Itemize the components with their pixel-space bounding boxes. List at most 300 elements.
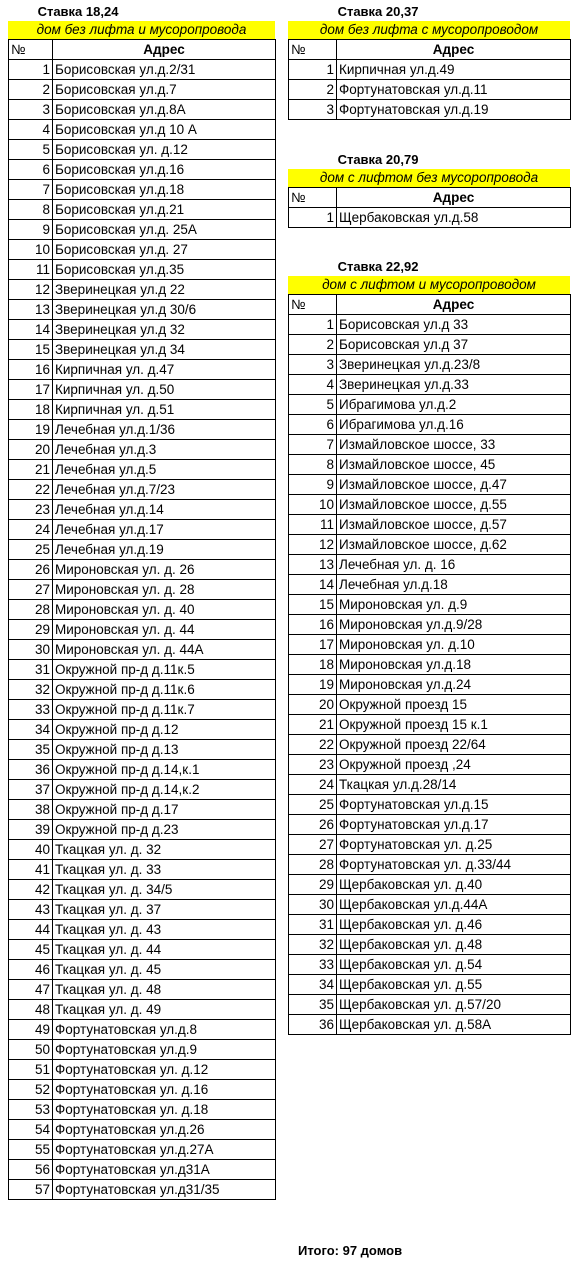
table-row <box>289 535 571 555</box>
row-number: 49 <box>9 1020 53 1040</box>
row-address: Мироновская ул. д. 26 <box>53 560 276 580</box>
row-address: Кирпичная ул.д.49 <box>337 60 571 80</box>
row-number: 45 <box>9 940 53 960</box>
table-row <box>9 1140 276 1160</box>
row-number: 17 <box>289 635 337 655</box>
row-number: 9 <box>9 220 53 240</box>
table-row <box>289 595 571 615</box>
row-number: 48 <box>9 1000 53 1020</box>
table-row <box>9 980 276 1000</box>
table-row <box>289 935 571 955</box>
row-number: 19 <box>289 675 337 695</box>
rate-title: Ставка 22,92 <box>337 259 419 274</box>
row-number: 21 <box>289 715 337 735</box>
table-row <box>289 875 571 895</box>
row-address: Фортунатовская ул.д.9 <box>53 1040 276 1060</box>
row-address: Борисовская ул.д 33 <box>337 315 571 335</box>
row-number: 33 <box>9 700 53 720</box>
row-address: Мироновская ул. д. 40 <box>53 600 276 620</box>
row-address: Окружной пр-д д.17 <box>53 800 276 820</box>
row-number: 19 <box>9 420 53 440</box>
row-number: 27 <box>289 835 337 855</box>
row-number: 7 <box>9 180 53 200</box>
row-number: 55 <box>9 1140 53 1160</box>
table-row <box>289 60 571 80</box>
row-number: 10 <box>289 495 337 515</box>
row-number: 10 <box>9 240 53 260</box>
row-address: Измайловское шоссе, 45 <box>337 455 571 475</box>
table-header-row <box>289 295 571 315</box>
row-number: 1 <box>289 208 337 228</box>
table-row <box>9 80 276 100</box>
rate-title: Ставка 20,37 <box>337 4 419 19</box>
section-rate-22-92 <box>288 257 570 1035</box>
row-address: Зверинецкая ул.д 22 <box>53 280 276 300</box>
table-row <box>289 715 571 735</box>
row-address: Мироновская ул. д.9 <box>337 595 571 615</box>
row-number: 27 <box>9 580 53 600</box>
table-row <box>9 300 276 320</box>
table-row <box>9 760 276 780</box>
row-number: 6 <box>289 415 337 435</box>
table-row <box>9 960 276 980</box>
table-row <box>289 915 571 935</box>
row-address: Лечебная ул.д.17 <box>53 520 276 540</box>
table-row <box>9 1060 276 1080</box>
row-address: Щербаковская ул.д.58 <box>337 208 571 228</box>
row-address: Мироновская ул.д.9/28 <box>337 615 571 635</box>
row-number: 8 <box>9 200 53 220</box>
row-address: Окружной проезд 15 <box>337 695 571 715</box>
row-number: 56 <box>9 1160 53 1180</box>
row-address: Мироновская ул.д.18 <box>337 655 571 675</box>
row-number: 43 <box>9 900 53 920</box>
row-address: Щербаковская ул. д.58А <box>337 1015 571 1035</box>
row-number: 36 <box>289 1015 337 1035</box>
table-row <box>9 1080 276 1100</box>
header-number: № <box>289 40 337 60</box>
table-row <box>289 795 571 815</box>
row-address: Окружной пр-д д.12 <box>53 720 276 740</box>
table-row <box>289 315 571 335</box>
row-address: Фортунатовская ул.д.26 <box>53 1120 276 1140</box>
table-row <box>289 395 571 415</box>
row-number: 40 <box>9 840 53 860</box>
row-address: Измайловское шоссе, д.62 <box>337 535 571 555</box>
table-row <box>9 420 276 440</box>
row-number: 14 <box>9 320 53 340</box>
row-number: 25 <box>9 540 53 560</box>
row-number: 13 <box>9 300 53 320</box>
table-row <box>289 695 571 715</box>
row-address: Фортунатовская ул.д.15 <box>337 795 571 815</box>
row-number: 41 <box>9 860 53 880</box>
row-number: 6 <box>9 160 53 180</box>
section-rate-18-24 <box>8 2 275 1200</box>
header-address: Адрес <box>337 188 571 208</box>
row-address: Фортунатовская ул.д.17 <box>337 815 571 835</box>
table-row <box>9 380 276 400</box>
row-address: Лечебная ул.д.7/23 <box>53 480 276 500</box>
row-number: 11 <box>9 260 53 280</box>
table-row <box>9 60 276 80</box>
table-row <box>289 995 571 1015</box>
table-row <box>9 560 276 580</box>
row-address: Окружной пр-д д.23 <box>53 820 276 840</box>
row-address: Борисовская ул.д.16 <box>53 160 276 180</box>
row-number: 17 <box>9 380 53 400</box>
row-address: Лечебная ул.д.19 <box>53 540 276 560</box>
row-number: 33 <box>289 955 337 975</box>
table-row <box>289 208 571 228</box>
table-row <box>9 900 276 920</box>
row-address: Борисовская ул.д 37 <box>337 335 571 355</box>
row-number: 5 <box>9 140 53 160</box>
row-number: 34 <box>9 720 53 740</box>
table-row <box>289 435 571 455</box>
row-number: 25 <box>289 795 337 815</box>
address-table <box>288 187 571 228</box>
row-number: 35 <box>9 740 53 760</box>
row-address: Окружной проезд 22/64 <box>337 735 571 755</box>
row-address: Борисовская ул.д 10 А <box>53 120 276 140</box>
section-rate-20-37 <box>288 2 570 120</box>
table-row <box>9 340 276 360</box>
row-address: Фортунатовская ул. д.18 <box>53 1100 276 1120</box>
table-row <box>289 555 571 575</box>
row-number: 39 <box>9 820 53 840</box>
row-address: Борисовская ул.д.8А <box>53 100 276 120</box>
address-table <box>288 294 571 1035</box>
row-address: Окружной пр-д д.11к.6 <box>53 680 276 700</box>
row-address: Зверинецкая ул.д 30/6 <box>53 300 276 320</box>
row-address: Мироновская ул. д.10 <box>337 635 571 655</box>
row-address: Щербаковская ул. д.46 <box>337 915 571 935</box>
row-number: 18 <box>289 655 337 675</box>
table-row <box>9 240 276 260</box>
row-address: Измайловское шоссе, д.55 <box>337 495 571 515</box>
row-number: 12 <box>289 535 337 555</box>
row-address: Борисовская ул.д.21 <box>53 200 276 220</box>
row-address: Щербаковская ул. д.57/20 <box>337 995 571 1015</box>
row-number: 29 <box>9 620 53 640</box>
row-number: 7 <box>289 435 337 455</box>
table-row <box>289 755 571 775</box>
row-number: 35 <box>289 995 337 1015</box>
row-number: 26 <box>289 815 337 835</box>
table-row <box>9 120 276 140</box>
row-address: Измайловское шоссе, д.47 <box>337 475 571 495</box>
row-address: Щербаковская ул. д.55 <box>337 975 571 995</box>
row-address: Ткацкая ул. д. 43 <box>53 920 276 940</box>
row-address: Ткацкая ул.д.28/14 <box>337 775 571 795</box>
row-address: Измайловское шоссе, д.57 <box>337 515 571 535</box>
table-row <box>289 415 571 435</box>
row-number: 23 <box>289 755 337 775</box>
row-address: Окружной пр-д д.11к.5 <box>53 660 276 680</box>
table-row <box>9 1180 276 1200</box>
row-number: 37 <box>9 780 53 800</box>
header-address: Адрес <box>337 295 571 315</box>
table-header-row <box>9 40 276 60</box>
table-row <box>289 100 571 120</box>
table-row <box>289 675 571 695</box>
header-number: № <box>289 188 337 208</box>
row-address: Лечебная ул.д.5 <box>53 460 276 480</box>
table-row <box>9 1000 276 1020</box>
table-row <box>9 140 276 160</box>
table-row <box>9 840 276 860</box>
row-number: 31 <box>9 660 53 680</box>
row-address: Щербаковская ул. д.54 <box>337 955 571 975</box>
row-number: 20 <box>289 695 337 715</box>
row-address: Фортунатовская ул. д.16 <box>53 1080 276 1100</box>
row-address: Кирпичная ул. д.51 <box>53 400 276 420</box>
row-address: Кирпичная ул. д.50 <box>53 380 276 400</box>
row-address: Щербаковская ул. д.48 <box>337 935 571 955</box>
rate-title: Ставка 18,24 <box>37 4 119 19</box>
row-number: 4 <box>9 120 53 140</box>
row-address: Мироновская ул. д. 28 <box>53 580 276 600</box>
table-row <box>289 955 571 975</box>
table-row <box>9 780 276 800</box>
row-number: 3 <box>9 100 53 120</box>
address-table <box>288 39 571 120</box>
row-number: 52 <box>9 1080 53 1100</box>
row-address: Борисовская ул. д.12 <box>53 140 276 160</box>
row-number: 38 <box>9 800 53 820</box>
row-address: Зверинецкая ул.д.33 <box>337 375 571 395</box>
row-address: Окружной проезд 15 к.1 <box>337 715 571 735</box>
row-number: 3 <box>289 100 337 120</box>
row-address: Борисовская ул.д.35 <box>53 260 276 280</box>
address-table <box>8 39 276 1200</box>
row-number: 16 <box>289 615 337 635</box>
table-row <box>289 655 571 675</box>
table-row <box>9 440 276 460</box>
table-row <box>289 355 571 375</box>
table-row <box>9 940 276 960</box>
table-row <box>289 775 571 795</box>
row-number: 30 <box>289 895 337 915</box>
table-row <box>9 360 276 380</box>
table-row <box>9 600 276 620</box>
row-address: Зверинецкая ул.д 34 <box>53 340 276 360</box>
row-address: Лечебная ул. д. 16 <box>337 555 571 575</box>
table-header-row <box>289 40 571 60</box>
table-row <box>289 475 571 495</box>
header-number: № <box>289 295 337 315</box>
row-address: Борисовская ул.д.18 <box>53 180 276 200</box>
row-number: 47 <box>9 980 53 1000</box>
row-address: Лечебная ул.д.1/36 <box>53 420 276 440</box>
row-address: Окружной пр-д д.13 <box>53 740 276 760</box>
table-row <box>9 1040 276 1060</box>
row-address: Ткацкая ул. д. 34/5 <box>53 880 276 900</box>
table-row <box>9 640 276 660</box>
row-address: Окружной пр-д д.14,к.2 <box>53 780 276 800</box>
row-address: Кирпичная ул. д.47 <box>53 360 276 380</box>
row-number: 21 <box>9 460 53 480</box>
table-row <box>9 520 276 540</box>
row-address: Лечебная ул.д.18 <box>337 575 571 595</box>
table-row <box>9 1100 276 1120</box>
row-address: Мироновская ул. д. 44А <box>53 640 276 660</box>
row-address: Ткацкая ул. д. 48 <box>53 980 276 1000</box>
section-subtitle: дом с лифтом без мусоропровода <box>288 169 570 187</box>
row-address: Ткацкая ул. д. 44 <box>53 940 276 960</box>
row-number: 22 <box>289 735 337 755</box>
row-number: 46 <box>9 960 53 980</box>
row-number: 28 <box>9 600 53 620</box>
rate-title: Ставка 20,79 <box>337 152 419 167</box>
row-address: Мироновская ул. д. 44 <box>53 620 276 640</box>
table-row <box>9 920 276 940</box>
table-row <box>289 455 571 475</box>
table-row <box>9 680 276 700</box>
table-row <box>9 580 276 600</box>
table-row <box>9 460 276 480</box>
table-row <box>289 335 571 355</box>
row-number: 34 <box>289 975 337 995</box>
row-number: 22 <box>9 480 53 500</box>
table-row <box>289 615 571 635</box>
row-address: Мироновская ул.д.24 <box>337 675 571 695</box>
row-address: Ткацкая ул. д. 33 <box>53 860 276 880</box>
row-number: 9 <box>289 475 337 495</box>
row-number: 26 <box>9 560 53 580</box>
row-address: Фортунатовская ул. д.25 <box>337 835 571 855</box>
table-row <box>9 260 276 280</box>
row-address: Фортунатовская ул.д31/35 <box>53 1180 276 1200</box>
table-row <box>9 880 276 900</box>
row-number: 1 <box>289 315 337 335</box>
row-address: Щербаковская ул. д.40 <box>337 875 571 895</box>
row-number: 13 <box>289 555 337 575</box>
row-address: Зверинецкая ул.д 32 <box>53 320 276 340</box>
row-address: Фортунатовская ул. д.12 <box>53 1060 276 1080</box>
row-address: Измайловское шоссе, 33 <box>337 435 571 455</box>
row-number: 20 <box>9 440 53 460</box>
row-number: 23 <box>9 500 53 520</box>
table-row <box>9 400 276 420</box>
table-row <box>9 700 276 720</box>
table-row <box>9 200 276 220</box>
header-number: № <box>9 40 53 60</box>
table-row <box>9 500 276 520</box>
row-number: 14 <box>289 575 337 595</box>
table-row <box>9 1160 276 1180</box>
row-address: Борисовская ул.д.2/31 <box>53 60 276 80</box>
table-row <box>9 100 276 120</box>
row-number: 2 <box>289 80 337 100</box>
table-row <box>289 975 571 995</box>
table-row <box>9 180 276 200</box>
row-number: 57 <box>9 1180 53 1200</box>
table-header-row <box>289 188 571 208</box>
table-row <box>289 375 571 395</box>
table-row <box>289 495 571 515</box>
table-row <box>9 860 276 880</box>
row-address: Ткацкая ул. д. 45 <box>53 960 276 980</box>
row-address: Фортунатовская ул.д.11 <box>337 80 571 100</box>
row-address: Зверинецкая ул.д.23/8 <box>337 355 571 375</box>
row-number: 24 <box>9 520 53 540</box>
row-number: 30 <box>9 640 53 660</box>
row-address: Фортунатовская ул. д.33/44 <box>337 855 571 875</box>
table-row <box>9 620 276 640</box>
row-number: 12 <box>9 280 53 300</box>
row-number: 15 <box>9 340 53 360</box>
row-number: 50 <box>9 1040 53 1060</box>
table-row <box>289 515 571 535</box>
table-row <box>9 1020 276 1040</box>
row-number: 8 <box>289 455 337 475</box>
total-count: Итого: 97 домов <box>298 1243 403 1258</box>
table-row <box>9 720 276 740</box>
row-number: 51 <box>9 1060 53 1080</box>
table-row <box>9 480 276 500</box>
row-number: 54 <box>9 1120 53 1140</box>
row-address: Окружной проезд ,24 <box>337 755 571 775</box>
table-row <box>289 835 571 855</box>
row-number: 53 <box>9 1100 53 1120</box>
row-address: Ткацкая ул. д. 49 <box>53 1000 276 1020</box>
table-row <box>9 800 276 820</box>
row-address: Окружной пр-д д.14,к.1 <box>53 760 276 780</box>
row-number: 18 <box>9 400 53 420</box>
table-row <box>289 815 571 835</box>
table-row <box>289 1015 571 1035</box>
row-number: 2 <box>289 335 337 355</box>
table-row <box>289 895 571 915</box>
row-number: 2 <box>9 80 53 100</box>
row-number: 31 <box>289 915 337 935</box>
table-row <box>9 820 276 840</box>
row-address: Борисовская ул.д. 25А <box>53 220 276 240</box>
section-subtitle: дом с лифтом и мусоропроводом <box>288 276 570 294</box>
row-number: 28 <box>289 855 337 875</box>
table-row <box>9 280 276 300</box>
row-address: Фортунатовская ул.д.27А <box>53 1140 276 1160</box>
row-number: 3 <box>289 355 337 375</box>
table-row <box>289 735 571 755</box>
row-address: Фортунатовская ул.д31А <box>53 1160 276 1180</box>
header-address: Адрес <box>337 40 571 60</box>
section-rate-20-79 <box>288 150 570 228</box>
table-row <box>9 740 276 760</box>
row-address: Фортунатовская ул.д.8 <box>53 1020 276 1040</box>
table-row <box>289 855 571 875</box>
row-number: 44 <box>9 920 53 940</box>
row-number: 1 <box>289 60 337 80</box>
row-number: 11 <box>289 515 337 535</box>
row-number: 32 <box>9 680 53 700</box>
row-number: 16 <box>9 360 53 380</box>
row-address: Ибрагимова ул.д.16 <box>337 415 571 435</box>
table-row <box>9 1120 276 1140</box>
row-address: Щербаковская ул.д.44А <box>337 895 571 915</box>
row-number: 15 <box>289 595 337 615</box>
section-subtitle: дом без лифта и мусоропровода <box>8 21 275 39</box>
table-row <box>9 220 276 240</box>
row-number: 32 <box>289 935 337 955</box>
table-row <box>289 635 571 655</box>
row-address: Окружной пр-д д.11к.7 <box>53 700 276 720</box>
row-address: Ткацкая ул. д. 32 <box>53 840 276 860</box>
row-address: Лечебная ул.д.14 <box>53 500 276 520</box>
row-number: 29 <box>289 875 337 895</box>
